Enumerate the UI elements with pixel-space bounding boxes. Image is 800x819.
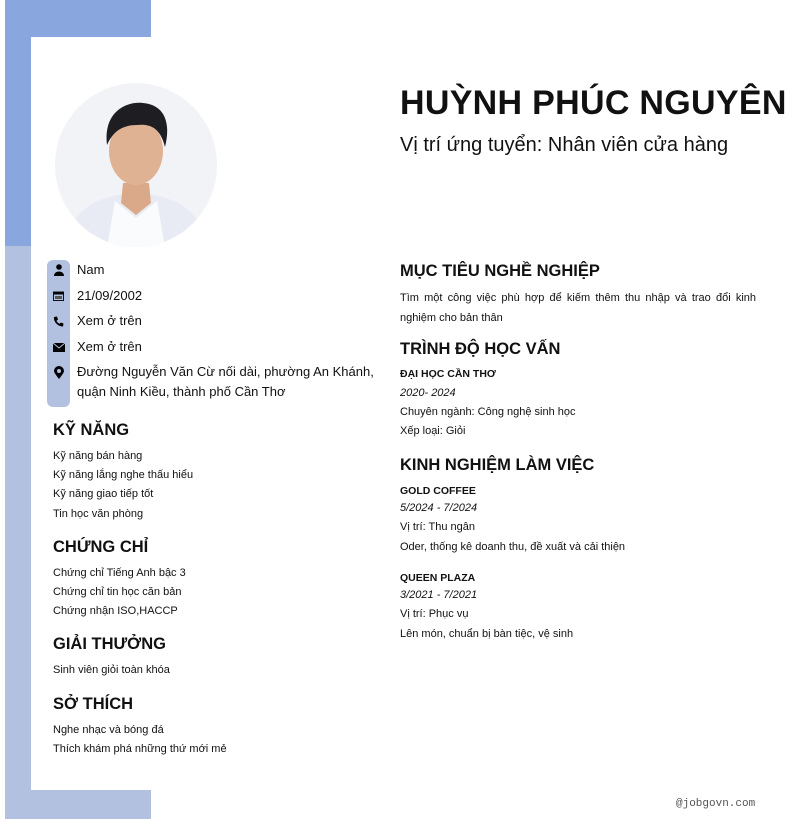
- objective-heading: MỤC TIÊU NGHỀ NGHIỆP: [400, 262, 600, 280]
- award-item: Sinh viên giỏi toàn khóa: [53, 664, 170, 676]
- school-name: ĐẠI HỌC CẦN THƠ: [400, 368, 496, 380]
- skills-heading: KỸ NĂNG: [53, 421, 130, 439]
- contact-gender: [52, 260, 104, 280]
- job-company: QUEEN PLAZA: [400, 572, 476, 584]
- job-role: Vị trí: Phục vụ: [400, 608, 469, 620]
- person-icon: [52, 260, 65, 280]
- contact-email: [52, 337, 142, 357]
- decor-band-bottom: [5, 790, 151, 819]
- experience-heading: KINH NGHIỆM LÀM VIỆC: [400, 456, 595, 474]
- skill-item: Kỹ năng bán hàng: [53, 450, 143, 462]
- contact-birthday: [52, 286, 142, 306]
- decor-band-left: [5, 246, 31, 819]
- profile-photo: [55, 83, 217, 247]
- contact-phone: [52, 311, 142, 331]
- certificate-item: Chứng chỉ tin học căn bản: [53, 586, 182, 598]
- job-company: GOLD COFFEE: [400, 485, 476, 497]
- job-description: Lên món, chuẩn bị bàn tiệc, vệ sinh: [400, 628, 574, 640]
- certificate-item: Chứng chỉ Tiếng Anh bậc 3: [53, 567, 186, 579]
- calendar-icon: [52, 286, 65, 306]
- birthday-text: 21/09/2002: [77, 288, 143, 303]
- education-years: 2020- 2024: [400, 387, 456, 399]
- job-role: Vị trí: Thu ngân: [400, 521, 476, 533]
- contact-address: [52, 362, 374, 402]
- certificate-item: Chứng nhận ISO,HACCP: [53, 605, 178, 617]
- job-description: Oder, thống kê doanh thu, đề xuất và cải thiện: [400, 541, 626, 553]
- applied-position: Vị trí ứng tuyển: Nhân viên cửa hàng: [400, 134, 729, 156]
- address-text: Đường Nguyễn Văn Cừ nối dài, phường An Khánh, quận Ninh Kiều, thành phố Cần Thơ: [77, 364, 374, 399]
- awards-heading: GIẢI THƯỞNG: [53, 635, 167, 653]
- candidate-name: HUỲNH PHÚC NGUYÊN: [400, 84, 787, 122]
- objective-text: Tìm một công việc phù hợp để kiếm thêm thu nhập và trao đổi kinh nghiệm cho bản thân: [400, 292, 756, 324]
- hobbies-heading: SỞ THÍCH: [53, 695, 134, 713]
- phone-text: Xem ở trên: [77, 313, 142, 328]
- phone-icon: [52, 311, 65, 331]
- skill-item: Kỹ năng lắng nghe thấu hiểu: [53, 469, 194, 481]
- location-icon: [52, 362, 65, 382]
- certificates-heading: CHỨNG CHỈ: [53, 538, 149, 556]
- email-text: Xem ở trên: [77, 339, 142, 354]
- job-period: 5/2024 - 7/2024: [400, 502, 478, 514]
- education-heading: TRÌNH ĐỘ HỌC VẤN: [400, 340, 561, 358]
- watermark: @jobgovn.com: [676, 798, 756, 810]
- skill-item: Kỹ năng giao tiếp tốt: [53, 488, 154, 500]
- email-icon: [52, 337, 65, 357]
- hobby-item: Thích khám phá những thứ mới mẻ: [53, 743, 227, 755]
- skill-item: Tin học văn phòng: [53, 508, 144, 520]
- job-period: 3/2021 - 7/2021: [400, 589, 478, 601]
- gender-text: Nam: [77, 262, 105, 277]
- education-grade: Xếp loại: Giỏi: [400, 425, 466, 437]
- education-major: Chuyên ngành: Công nghệ sinh học: [400, 406, 576, 418]
- hobby-item: Nghe nhạc và bóng đá: [53, 724, 164, 736]
